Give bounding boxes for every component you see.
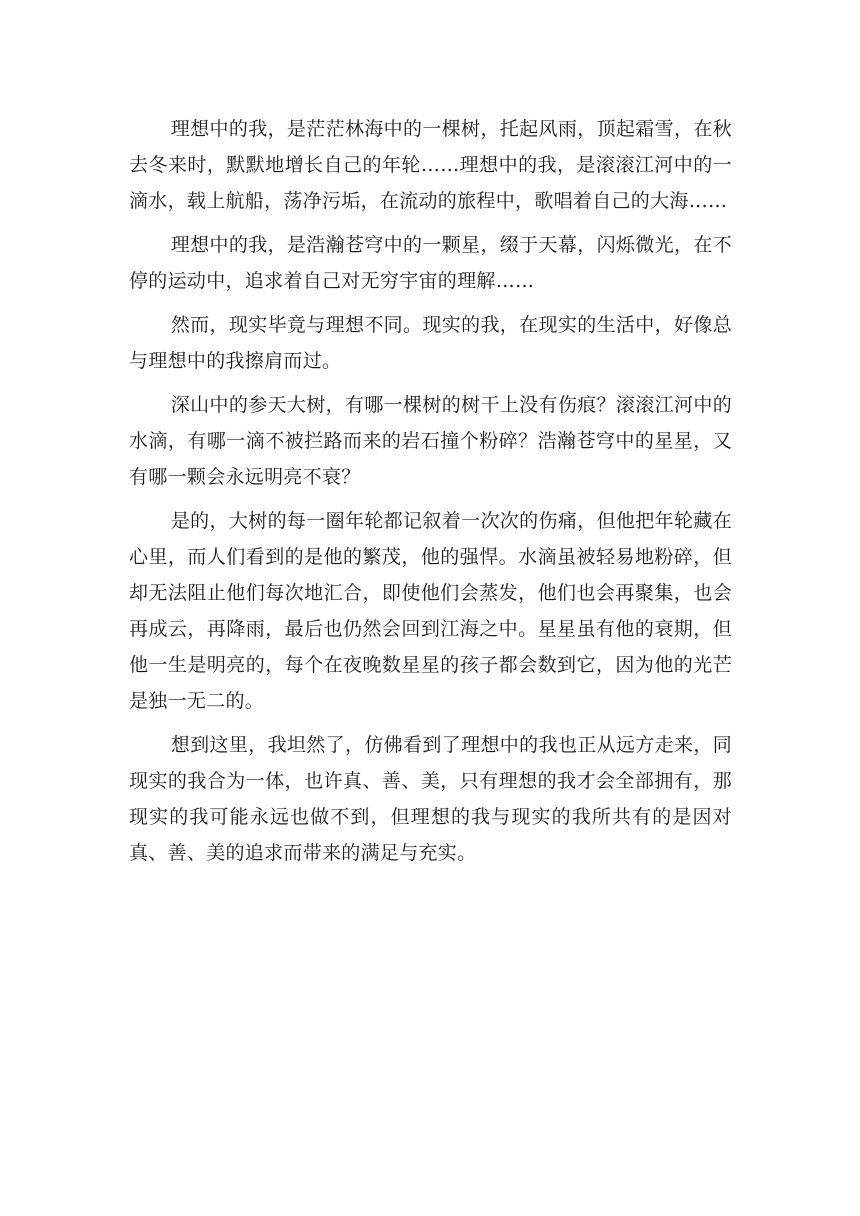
paragraph-6: 想到这里，我坦然了，仿佛看到了理想中的我也正从远方走来，同现实的我合为一体，也许真、善、美，只有理想的我才会全部拥有，那现实的我可能永远也做不到，但理想的我与现实的我所共有的是因对真、善、美的追求而带来的满足与充实。 [129,734,732,864]
document-body [129,111,732,879]
paragraph-2: 理想中的我，是浩瀚苍穹中的一颗星，缀于天幕，闪烁微光，在不停的运动中，追求着自己对无穷宇宙的理解…… [129,234,732,292]
paragraph-4: 深山中的参天大树，有哪一棵树的树干上没有伤痕？滚滚江河中的水滴，有哪一滴不被拦路而来的岩石撞个粉碎？浩瀚苍穹中的星星，又有哪一颗会永远明亮不衰？ [129,394,732,488]
paragraph-5: 是的，大树的每一圈年轮都记叙着一次次的伤痛，但他把年轮藏在心里，而人们看到的是他的繁茂，他的强悍。水滴虽被轻易地粉碎，但却无法阻止他们每次地汇合，即使他们会蒸发，他们也会再聚集，也会再成云，再降雨，最后也仍然会回到江海之中。星星虽有他的衰期，但他一生是明亮的，每个在夜晚数星星的孩子都会数到它，因为他的光芒是独一无二的。 [129,510,732,712]
paragraph-3: 然而，现实毕竟与理想不同。现实的我，在现实的生活中，好像总与理想中的我擦肩而过。 [129,314,732,372]
paragraph-1: 理想中的我，是茫茫林海中的一棵树，托起风雨，顶起霜雪，在秋去冬来时，默默地增长自己的年轮……理想中的我，是滚滚江河中的一滴水，载上航船，荡净污垢，在流动的旅程中，歌唱着自己的大海…… [129,118,732,212]
